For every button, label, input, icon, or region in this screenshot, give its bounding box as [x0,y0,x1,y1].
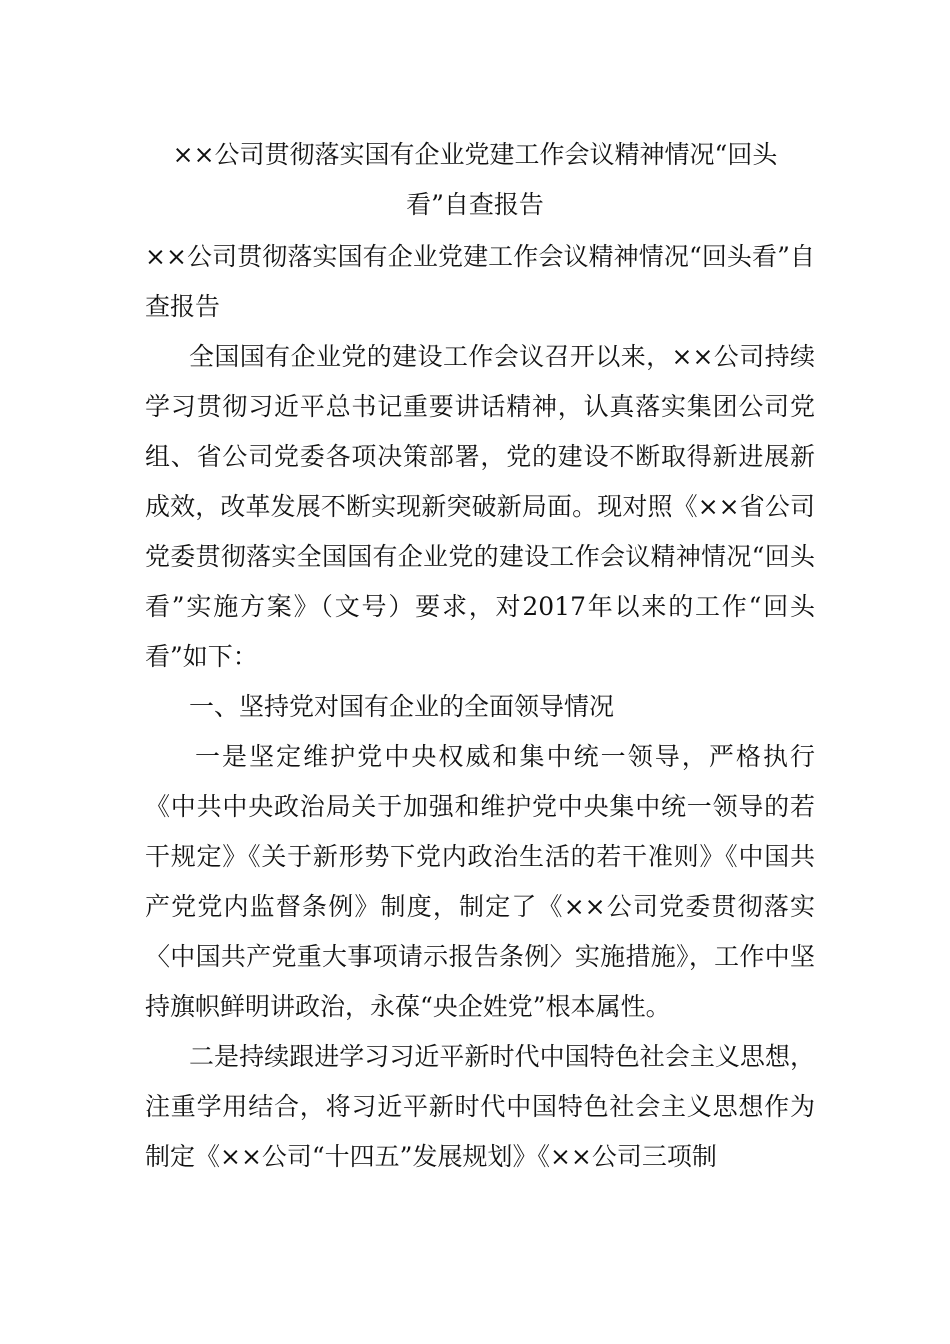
document-body [145,232,815,1182]
body-paragraph-1: 一是坚定维护党中央权威和集中统一领导，严格执行《中共中央政治局关于加强和维护党中央集中统一领导的若干规定》《关于新形势下党内政治生活的若干准则》《中国共产党党内监督条例》制度，制定了《××公司党委贯彻落实〈中国共产党重大事项请示报告条例〉实施措施》，工作中坚持旗帜鲜明讲政治，永葆“央企姓党”根本属性。 [145,742,815,1021]
repeated-title-paragraph: ××公司贯彻落实国有企业党建工作会议精神情况“回头看”自查报告 [145,242,815,321]
document-title: ××公司贯彻落实国有企业党建工作会议精神情况“回头看”自查报告 [172,140,778,219]
introduction-paragraph: 全国国有企业党的建设工作会议召开以来，××公司持续学习贯彻习近平总书记重要讲话精神，认真落实集团公司党组、省公司党委各项决策部署，党的建设不断取得新进展新成效，改革发展不断实现新突破新局面。现对照《××省公司党委贯彻落实全国国有企业党的建设工作会议精神情况“回头看”实施方案》（文号）要求，对2017年以来的工作“回头看”如下： [145,342,815,671]
body-paragraph-2: 二是持续跟进学习习近平新时代中国特色社会主义思想，注重学用结合，将习近平新时代中国特色社会主义思想作为制定《××公司“十四五”发展规划》《××公司三项制 [145,1042,815,1171]
section-heading-1: 一、坚持党对国有企业的全面领导情况 [189,692,615,721]
